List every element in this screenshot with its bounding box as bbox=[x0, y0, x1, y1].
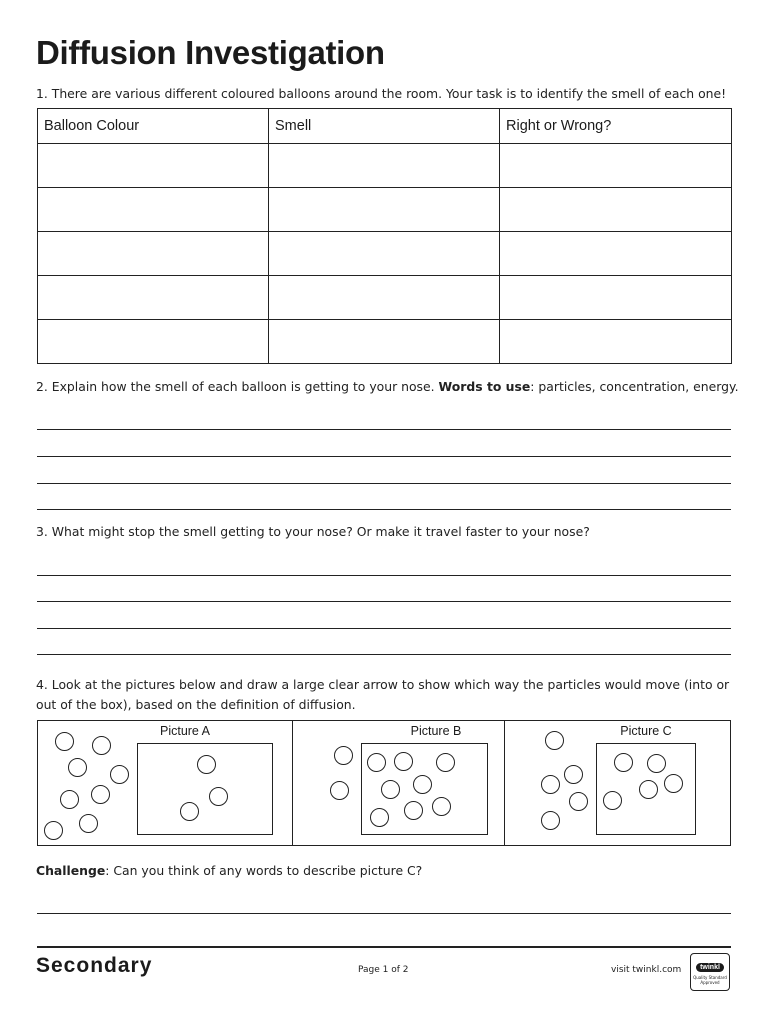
question-2-text: 2. Explain how the smell of each balloon is getting to your nose. bbox=[36, 379, 435, 394]
page-number: Page 1 of 2 bbox=[358, 965, 409, 975]
particle bbox=[330, 781, 349, 800]
answer-cell[interactable] bbox=[269, 188, 500, 232]
picture-a-panel[interactable] bbox=[38, 721, 292, 845]
header-balloon-colour: Balloon Colour bbox=[38, 109, 269, 144]
question-3: 3. What might stop the smell getting to your nose? Or make it travel faster to your nose? bbox=[36, 524, 590, 539]
answer-cell[interactable] bbox=[38, 144, 269, 188]
question-2 bbox=[36, 377, 739, 397]
particle bbox=[394, 752, 413, 771]
picture-a-label: Picture A bbox=[159, 724, 211, 738]
answer-cell[interactable] bbox=[269, 320, 500, 364]
particle bbox=[91, 785, 110, 804]
answer-line[interactable] bbox=[37, 913, 731, 914]
particle bbox=[367, 753, 386, 772]
header-smell: Smell bbox=[269, 109, 500, 144]
worksheet-title: Diffusion Investigation bbox=[36, 34, 385, 71]
answer-line[interactable] bbox=[37, 601, 731, 602]
answer-cell[interactable] bbox=[269, 276, 500, 320]
challenge-question bbox=[36, 861, 422, 881]
answer-cell[interactable] bbox=[500, 144, 732, 188]
particle bbox=[44, 821, 63, 840]
words-to-use-list: : particles, concentration, energy. bbox=[530, 379, 739, 394]
particle bbox=[68, 758, 87, 777]
particle bbox=[370, 808, 389, 827]
particle bbox=[664, 774, 683, 793]
answer-cell[interactable] bbox=[269, 232, 500, 276]
particle bbox=[541, 775, 560, 794]
picture-b-box bbox=[361, 743, 488, 835]
particle bbox=[432, 797, 451, 816]
answer-line[interactable] bbox=[37, 456, 731, 457]
picture-c-panel[interactable] bbox=[504, 721, 731, 845]
footer-brand: Secondary bbox=[36, 954, 153, 977]
answer-cell[interactable] bbox=[38, 232, 269, 276]
particle bbox=[639, 780, 658, 799]
particle bbox=[647, 754, 666, 773]
badge-tagline: Quality Standard Approved bbox=[693, 975, 727, 985]
picture-c-label: Picture C bbox=[620, 724, 672, 738]
table-header-row bbox=[38, 109, 732, 144]
particle bbox=[180, 802, 199, 821]
particle bbox=[436, 753, 455, 772]
particle bbox=[603, 791, 622, 810]
table-row bbox=[38, 144, 732, 188]
answer-cell[interactable] bbox=[500, 232, 732, 276]
table-row bbox=[38, 232, 732, 276]
answer-line[interactable] bbox=[37, 654, 731, 655]
twinkl-logo: twinkl bbox=[696, 963, 724, 972]
diffusion-pictures bbox=[37, 720, 731, 846]
particle bbox=[545, 731, 564, 750]
answer-line[interactable] bbox=[37, 509, 731, 510]
answer-cell[interactable] bbox=[500, 188, 732, 232]
visit-link[interactable]: visit twinkl.com bbox=[611, 965, 682, 975]
particle bbox=[413, 775, 432, 794]
answer-cell[interactable] bbox=[38, 320, 269, 364]
question-4 bbox=[36, 675, 736, 715]
picture-a-box bbox=[137, 743, 273, 835]
picture-c-box bbox=[596, 743, 696, 835]
particle bbox=[79, 814, 98, 833]
table-row bbox=[38, 320, 732, 364]
challenge-label: Challenge bbox=[36, 863, 106, 878]
table-row bbox=[38, 276, 732, 320]
answer-line[interactable] bbox=[37, 628, 731, 629]
particle bbox=[614, 753, 633, 772]
table-row bbox=[38, 188, 732, 232]
answer-line[interactable] bbox=[37, 575, 731, 576]
balloon-table bbox=[37, 108, 732, 364]
particle bbox=[55, 732, 74, 751]
particle bbox=[569, 792, 588, 811]
particle bbox=[110, 765, 129, 784]
particle bbox=[209, 787, 228, 806]
words-to-use-label: Words to use bbox=[438, 379, 531, 394]
question-4-text: 4. Look at the pictures below and draw a large clear arrow to show which way the particles would move (into or out of the box), based on the definition of diffusion. bbox=[36, 677, 730, 712]
answer-cell[interactable] bbox=[500, 320, 732, 364]
particle bbox=[381, 780, 400, 799]
picture-b-label: Picture B bbox=[410, 724, 462, 738]
quality-badge-icon bbox=[690, 953, 730, 991]
answer-line[interactable] bbox=[37, 429, 731, 430]
answer-cell[interactable] bbox=[269, 144, 500, 188]
particle bbox=[197, 755, 216, 774]
header-right-or-wrong: Right or Wrong? bbox=[500, 109, 732, 144]
question-1: 1. There are various different coloured balloons around the room. Your task is to identify the smell of each one! bbox=[36, 86, 727, 101]
picture-b-panel[interactable] bbox=[292, 721, 505, 845]
answer-cell[interactable] bbox=[38, 276, 269, 320]
particle bbox=[541, 811, 560, 830]
particle bbox=[404, 801, 423, 820]
challenge-text: : Can you think of any words to describe picture C? bbox=[105, 863, 423, 878]
answer-line[interactable] bbox=[37, 483, 731, 484]
particle bbox=[60, 790, 79, 809]
particle bbox=[564, 765, 583, 784]
answer-cell[interactable] bbox=[38, 188, 269, 232]
particle bbox=[334, 746, 353, 765]
footer-divider bbox=[37, 946, 731, 948]
particle bbox=[92, 736, 111, 755]
answer-cell[interactable] bbox=[500, 276, 732, 320]
